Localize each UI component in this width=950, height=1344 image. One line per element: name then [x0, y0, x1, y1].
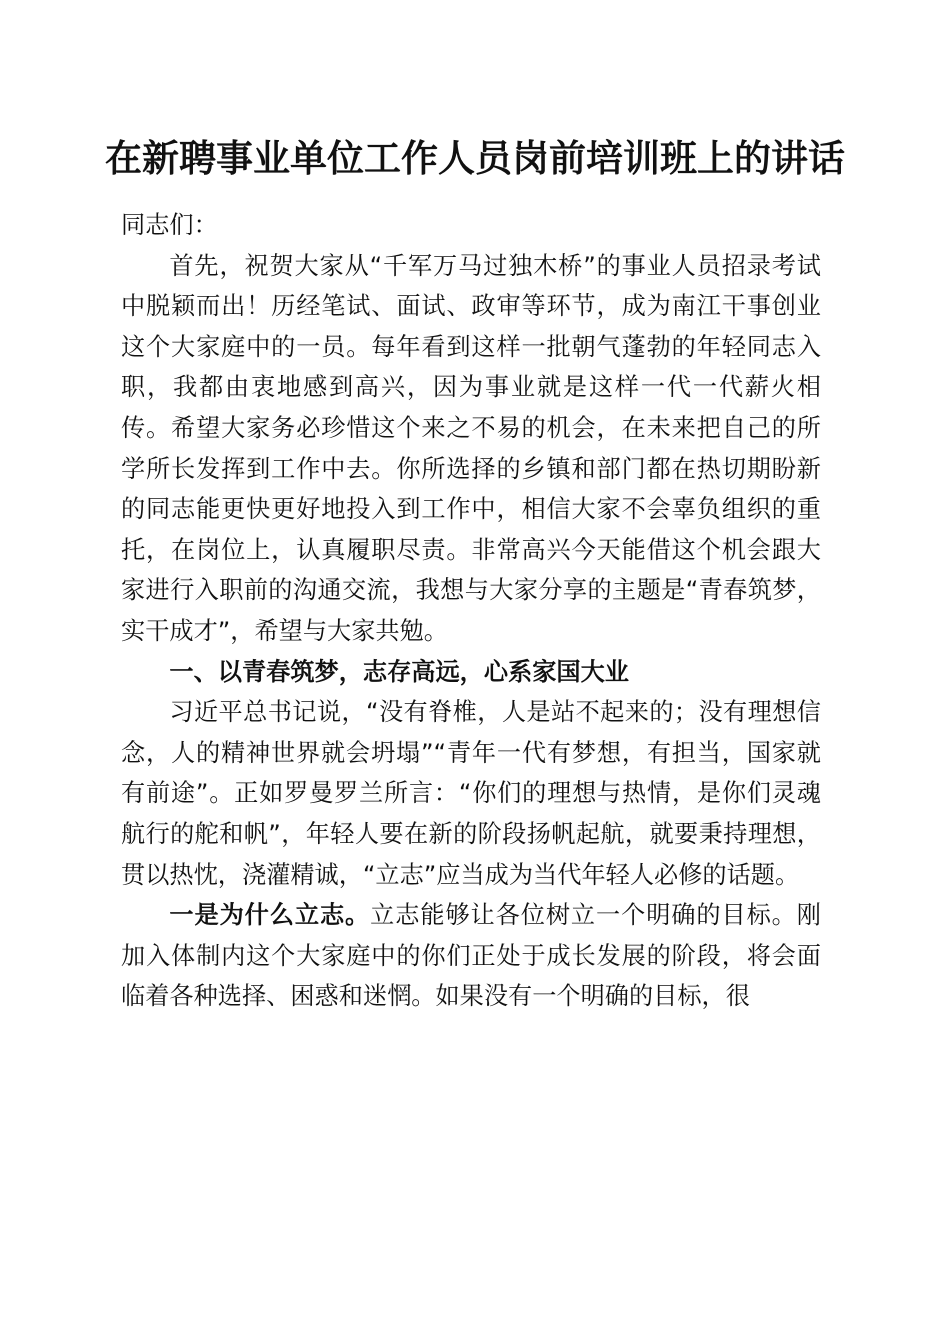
paragraph-congratulations: 首先，祝贺大家从“千军万马过独木桥”的事业人员招录考试中脱颖而出！历经笔试、面试、政审等环节，成为南江干事创业这个大家庭中的一员。每年看到这样一批朝气蓬勃的年轻同志入职，我都由衷地感到高兴，因为事业就是这样一代一代薪火相传。希望大家务必珍惜这个来之不易的机会，在未来把自己的所学所长发挥到工作中去。你所选择的乡镇和部门都在热切期盼新的同志能更快更好地投入到工作中，相信大家不会辜负组织的重托，在岗位上，认真履职尽责。非常高兴今天能借这个机会跟大家进行入职前的沟通交流，我想与大家分享的主题是“青春筑梦，实干成才”，希望与大家共勉。: [121, 251, 821, 645]
section-heading-1: 一、以青春筑梦，志存高远，心系家国大业: [169, 657, 629, 686]
paragraph-continuation: 立志能够让各位树立一个明确的目标。刚加入体制内这个大家庭中的你们正处于成长发展的阶段，将会面临着各种选择、困惑和迷惘。如果没有一个明确的目标，很: [121, 901, 821, 1011]
paragraph-lead-phrase: 一是为什么立志。: [169, 901, 371, 930]
document-body: [121, 205, 821, 1017]
salutation: 同志们：: [121, 211, 218, 239]
paragraph-ideals: 习近平总书记说，“没有脊椎，人是站不起来的；没有理想信念，人的精神世界就会坍塌”“青年一代有梦想，有担当，国家就有前途”。正如罗曼罗兰所言：“你们的理想与热情，是你们灵魂航行的舵和帆”，年轻人要在新的阶段扬帆起航，就要秉持理想，贯以热忱，浇灌精诚，“立志”应当成为当代年轻人必修的话题。: [121, 698, 821, 889]
document-title: 在新聘事业单位工作人员岗前培训班上的讲话: [105, 136, 845, 180]
paragraph-why-aspire: [121, 895, 821, 1017]
